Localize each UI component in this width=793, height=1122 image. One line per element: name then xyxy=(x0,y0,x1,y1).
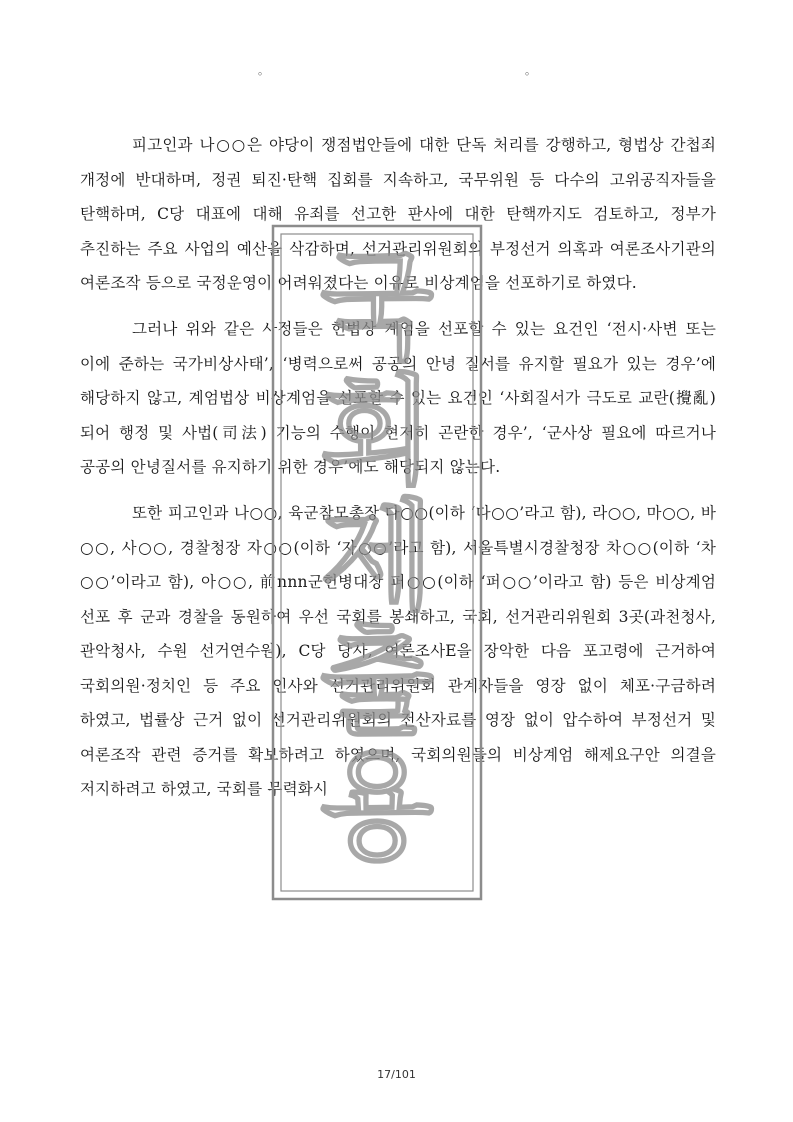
document-body xyxy=(80,128,716,818)
stamp-char: 제 xyxy=(320,486,434,626)
stamp-char: 회 xyxy=(320,361,434,501)
stamp-char: 출 xyxy=(320,611,434,751)
paragraph-1: 피고인과 나○○은 야당이 쟁점법안들에 대한 단독 처리를 강행하고, 형법상 간첩죄 개정에 반대하며, 정권 퇴진·탄핵 집회를 지속하고, 국무위원 등 다수의 고위공직자들을 탄핵하며, C당 대표에 대해 유죄를 선고한 판사에 대한 탄핵까지도 검토하고, 정부가 추진하는 주요 사업의 예산을 삭감하며, 선거관리위원회의 부정선거 의혹과 여론조사기관의 여론조작 등으로 국정운영이 어려워졌다는 이유로 비상계엄을 선포하기로 하였다. xyxy=(80,136,716,292)
header-mark-right: 。 xyxy=(525,64,536,77)
page-number: 17/101 xyxy=(377,1068,416,1081)
paragraph-2: 그러나 위와 같은 사정들은 헌법상 계엄을 선포할 수 있는 요건인 ‘전시·사변 또는 이에 준하는 국가비상사태’, ‘병력으로써 공공의 안녕 질서를 유지할 필요가 있는 경우’에 해당하지 않고, 계엄법상 비상계엄을 선포할 수 있는 요건인 ‘사회질서가 극도로 교란(攪亂)되어 행정 및 사법(司法) 기능의 수행이 현저히 곤란한 경우’, ‘군사상 필요에 따르거나 공공의 안녕질서를 유지하기 위한 경우’에도 해당되지 않는다. xyxy=(80,320,716,476)
paragraph-3: 또한 피고인과 나○○, 육군참모총장 다○○(이하 ‘다○○’라고 함), 라○○, 마○○, 바○○, 사○○, 경찰청장 자○○(이하 ‘자○○’라고 함), 서울특별시경찰청장 차○○(이하 ‘차○○’이라고 함), 아○○, 前nnn군헌병대장 퍼○○(이하 ‘퍼○○’이라고 함) 등은 비상계엄 선포 후 군과 경찰을 동원하여 우선 국회를 봉쇄하고, 국회, 선거관리위원회 3곳(과천청사, 관악청사, 수원 선거연수원), C당 당사, 여론조사E을 장악한 다음 포고령에 근거하여 국회의원·정치인 등 주요 인사와 선거관리위원회 관계자들을 영장 없이 체포·구금하려 하였고, 법률상 근거 없이 선거관리위원회의 전산자료를 영장 없이 압수하여 부정선거 및 여론조작 관련 증거를 확보하려고 하였으며, 국회의원들의 비상계엄 해제요구안 의결을 저지하려고 하였고, 국회를 무력화시 xyxy=(80,504,716,798)
stamp-char: 국 xyxy=(320,236,434,376)
header-mark-left: 。 xyxy=(258,64,269,77)
stamp-char: 용 xyxy=(320,736,434,876)
